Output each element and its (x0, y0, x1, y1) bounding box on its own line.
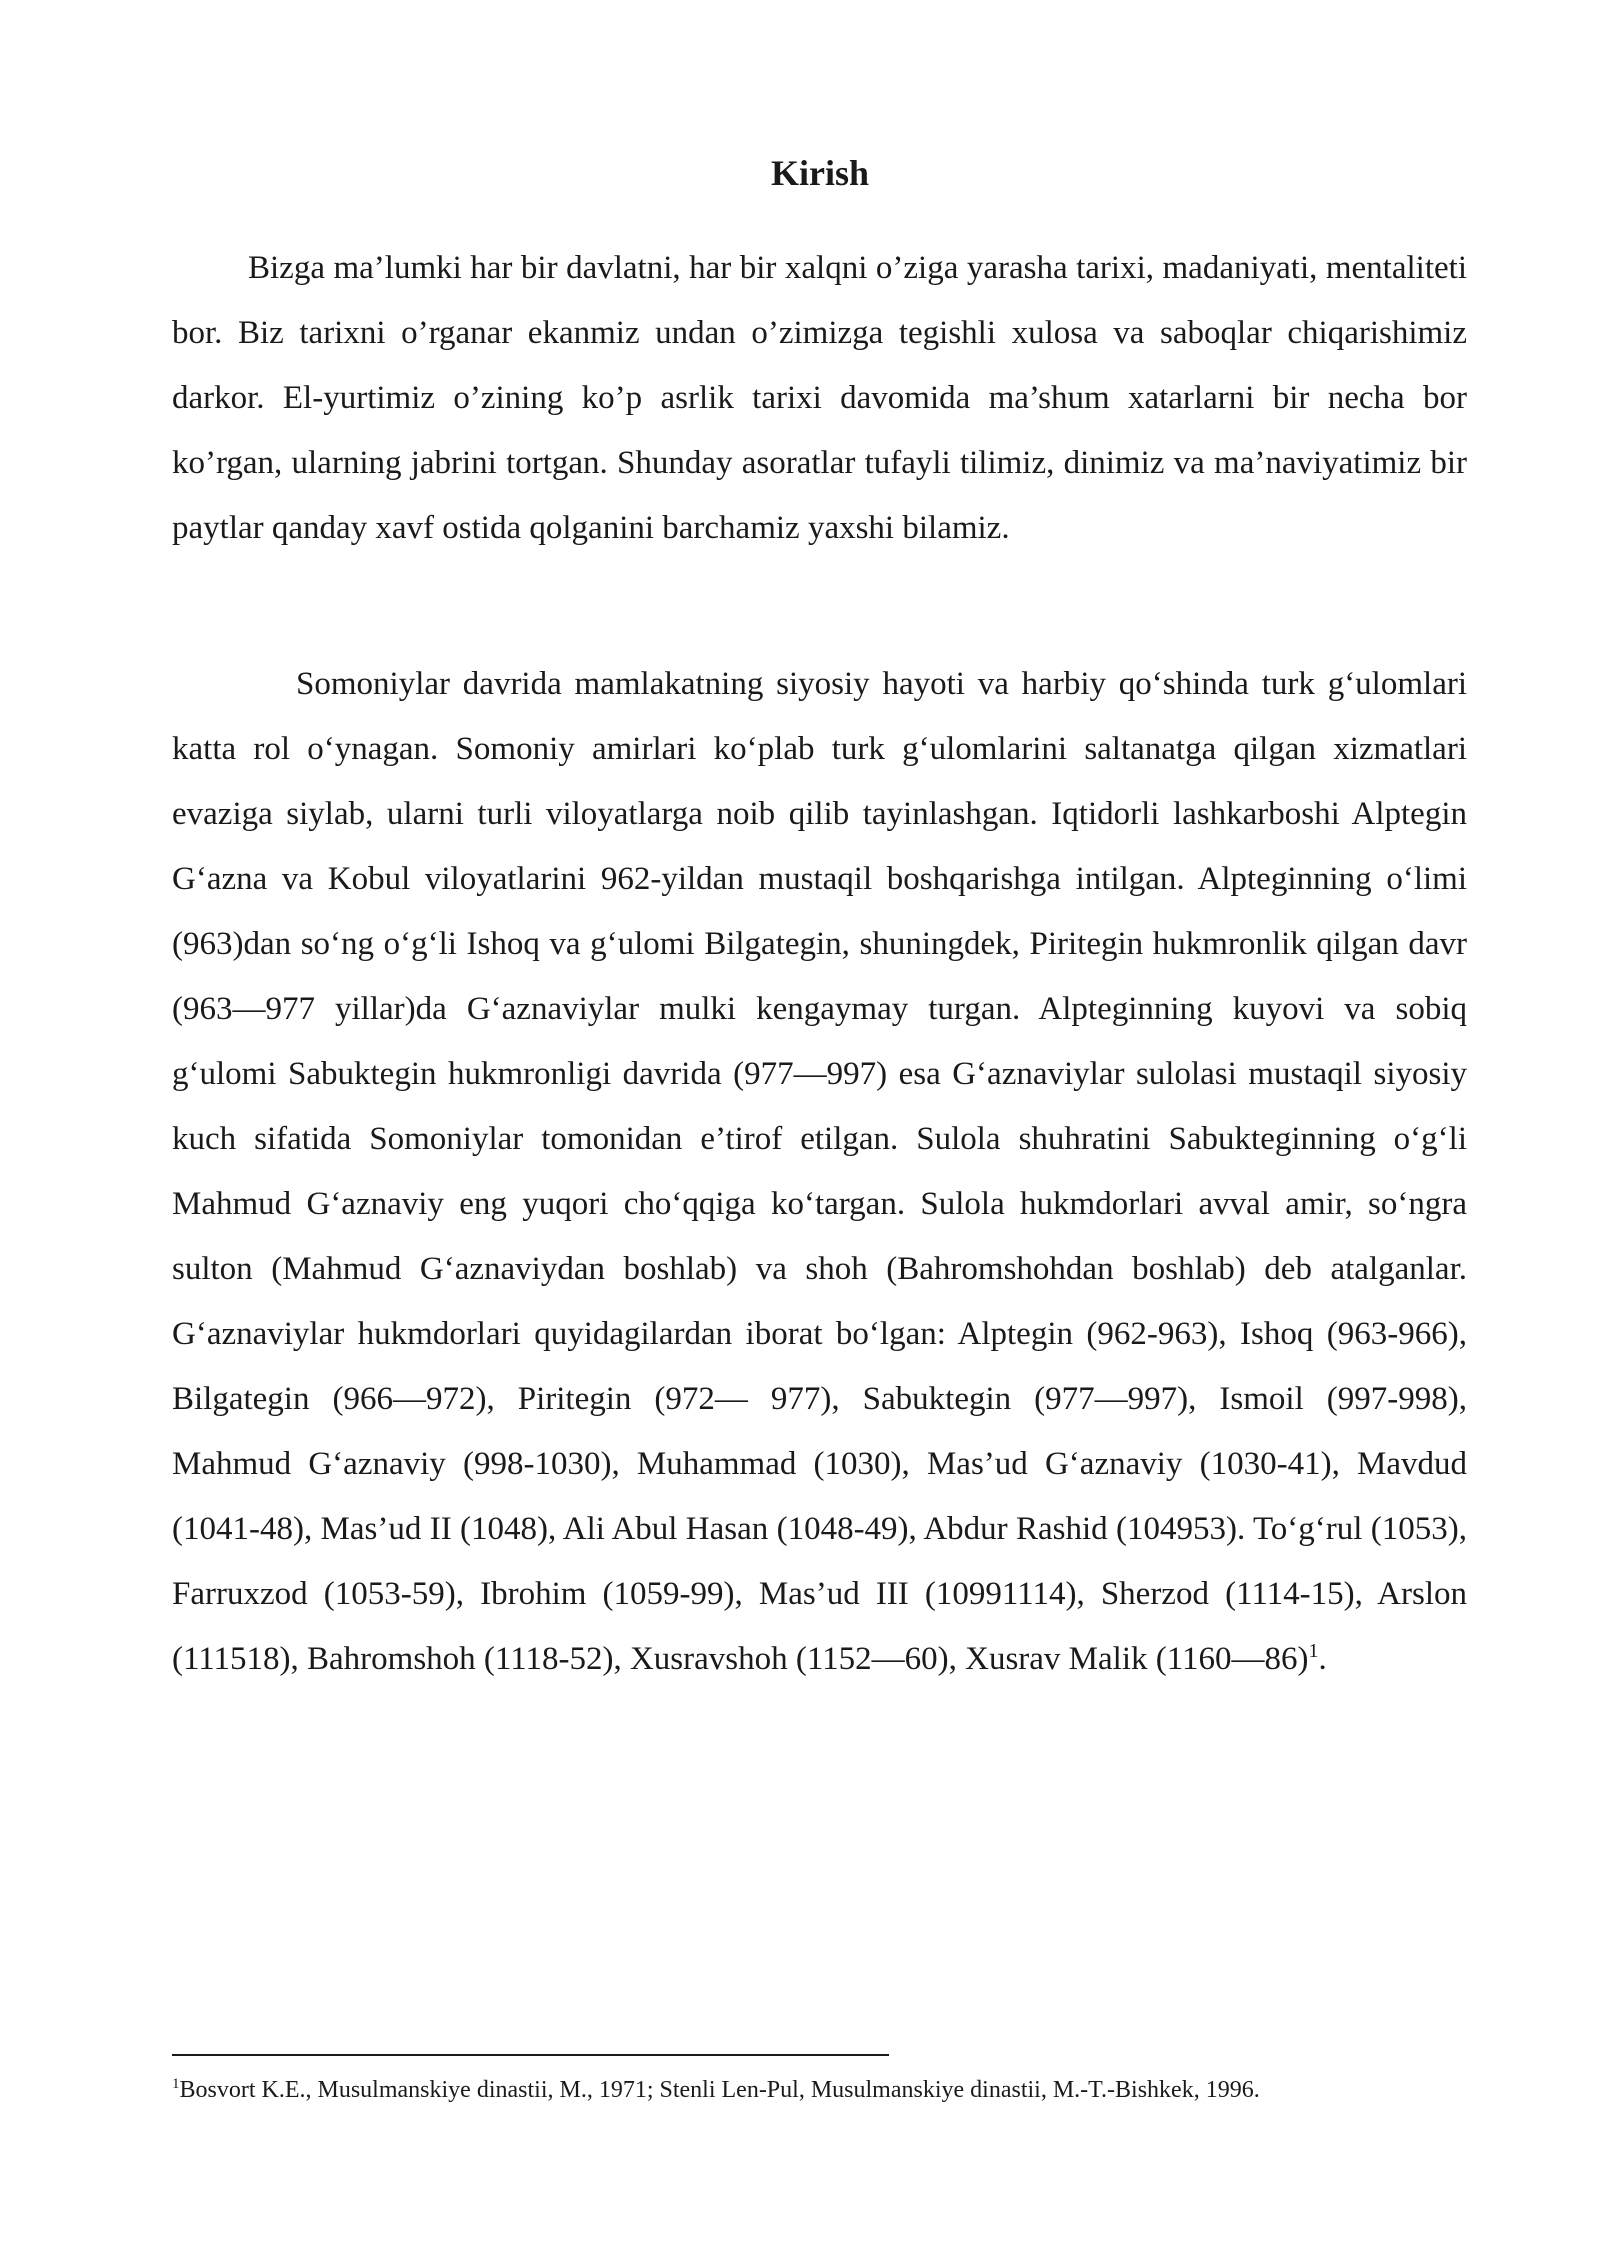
page-title: Kirish (770, 153, 869, 193)
footnote (172, 2073, 1472, 2107)
footnote-separator (172, 2054, 889, 2056)
footnote-text: Bosvort K.E., Musulmanskiye dinastii, M., 1971; Stenli Len-Pul, Musulmanskiye dinastii, M.-T.-Bishkek, 1996. (179, 2077, 1260, 2103)
footnote-mark: 1 (172, 2076, 180, 2092)
footnote-reference: 1 (1308, 1640, 1319, 1662)
paragraph-intro: Bizga ma’lumki har bir davlatni, har bir xalqni o’ziga yarasha tarixi, madaniyati, mentaliteti bor. Biz tarixni o’rganar ekanmiz undan o’zimizga tegishli xulosa va saboqlar chiqarishimiz darkor. El-yurtimiz o’zining ko’p asrlik tarixi davomida ma’shum xatarlarni bir necha bor ko’rgan, ularning jabrini tortgan. Shunday asoratlar tufayli tilimiz, dinimiz va ma’naviyatimiz bir paytlar qanday xavf ostida qolganini barchamiz yaxshi bilamiz. (172, 250, 1467, 546)
paragraph-ghaznavids (172, 652, 1467, 1692)
paragraph-ghaznavids-end: . (1318, 1641, 1327, 1677)
paragraph-ghaznavids-text: Somoniylar davrida mamlakatning siyosiy hayoti va harbiy qo‘shinda turk g‘ulomlari katta rol o‘ynagan. Somoniy amirlari ko‘plab turk g‘ulomlarini saltanatga qilgan xizmatlari evaziga siylab, ularni turli viloyatlarga noib qilib tayinlashgan. Iqtidorli lashkarboshi Alptegin G‘azna va Kobul viloyatlarini 962-yildan mustaqil boshqarishga intilgan. Alpteginning o‘limi (963)dan so‘ng o‘g‘li Ishoq va g‘ulomi Bilgategin, shuningdek, Piritegin hukmronlik qilgan davr (963—977 yillar)da G‘aznaviylar mulki kengaymay turgan. Alpteginning kuyovi va sobiq g‘ulomi Sabuktegin hukmronligi davrida (977—997) esa G‘aznaviylar sulolasi mustaqil siyosiy kuch sifatida Somoniylar tomonidan e’tirof etilgan. Sulola shuhratini Sabukteginning o‘g‘li Mahmud G‘aznaviy eng yuqori cho‘qqiga ko‘targan. Sulola hukmdorlari avval amir, so‘ngra sulton (Mahmud G‘aznaviydan boshlab) va shoh (Bahromshohdan boshlab) deb atalganlar. G‘aznaviylar hukmdorlari quyidagilardan iborat bo‘lgan: Alptegin (962-963), Ishoq (963-966), Bilgategin (966—972), Piritegin (972— 977), Sabuktegin (977—997), Ismoil (997-998), Mahmud G‘aznaviy (998-1030), Muhammad (1030), Mas’ud G‘aznaviy (1030-41), Mavdud (1041-48), Mas’ud II (1048), Ali Abul Hasan (1048-49), Abdur Rashid (104953). To‘g‘rul (1053), Farruxzod (1053-59), Ibrohim (1059-99), Mas’ud III (10991114), Sherzod (1114-15), Arslon (111518), Bahromshoh (1118-52), Xusravshoh (1152—60), Xusrav Malik (1160—86) (172, 666, 1467, 1677)
